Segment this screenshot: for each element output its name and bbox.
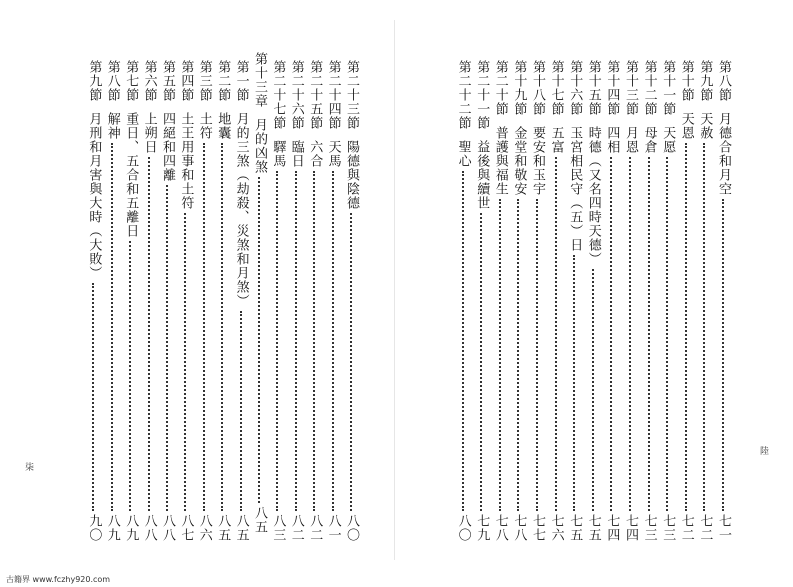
page-number: 八五 [215,514,231,542]
toc-entry [342,60,360,542]
section-number: 第二十六節 [288,60,304,130]
page-number: 八五 [252,506,267,534]
page-number: 七八 [511,514,527,542]
page-number: 八〇 [344,514,359,542]
section-title: 驛馬 [270,140,286,168]
page-number: 八八 [141,514,157,542]
leader-dots [276,171,278,511]
leader-dots [666,157,668,511]
section-title: 六合 [307,140,323,168]
section-number: 第十八節 [530,60,545,116]
section-number: 第二十一節 [474,60,490,130]
section-number: 第十六節 [567,60,583,116]
section-number: 第十一節 [660,60,676,116]
section-number: 第二十二節 [455,60,471,130]
toc-entry [232,60,250,542]
leader-dots [685,143,687,511]
section-title: 月德合和月空 [716,112,731,196]
leader-dots [350,213,352,511]
leader-dots [313,171,315,511]
leader-dots [629,157,631,511]
page-number: 八一 [325,514,341,542]
leader-dots [111,143,113,511]
leader-dots [480,213,482,511]
leader-dots [184,213,186,511]
section-number: 第三節 [196,60,212,102]
section-number: 第八節 [716,60,731,102]
leader-dots [221,143,223,511]
section-title: 土王用事和土符 [178,112,194,210]
toc-entry [140,60,158,542]
page-number: 八九 [123,514,139,542]
leader-dots [592,269,594,511]
page-number: 八六 [196,514,212,542]
toc-entry [528,60,546,542]
chapter-heading [250,52,268,534]
leader-dots [240,311,242,511]
section-title: 天馬 [325,140,341,168]
leader-dots [203,143,205,511]
section-title: 母倉 [641,126,657,154]
leader-dots [148,157,150,511]
section-title: 天愿 [660,126,676,154]
toc-entry [714,60,732,542]
section-title: 聖心 [455,140,471,168]
leader-dots [129,241,131,511]
section-title: 時德（又名四時天德） [585,126,601,266]
section-number: 第二十節 [492,60,508,116]
section-title: 月恩 [623,126,638,154]
section-number: 第二十四節 [325,60,341,130]
page-number: 七四 [623,514,638,542]
page-number: 七四 [604,514,620,542]
section-title: 五富 [548,126,564,154]
toc-entry [324,60,342,542]
section-number: 第十五節 [585,60,601,116]
page-number: 九〇 [86,514,102,542]
toc-entry [621,60,639,542]
right-folio: 陸 [758,446,768,455]
right-page [396,0,793,587]
section-title: 地囊 [215,112,231,140]
section-number: 第七節 [123,60,139,102]
page-number: 八七 [178,514,194,542]
page-number: 八二 [307,514,323,542]
page-number: 八三 [270,514,286,542]
page-number: 七七 [530,514,545,542]
page-number: 八〇 [455,514,471,542]
page-number: 七一 [716,514,731,542]
section-number: 第十七節 [548,60,564,116]
toc-entry [565,60,583,542]
leader-dots [295,171,297,511]
leader-dots [555,157,557,511]
toc-entry [213,60,231,542]
leader-dots [648,157,650,511]
toc-entry [491,60,509,542]
toc-entry [658,60,676,542]
toc-entry [268,60,286,542]
leader-dots [536,199,538,511]
toc-entry [195,60,213,542]
left-page [0,0,396,587]
section-number: 第二十五節 [307,60,323,130]
section-title: 普護與福生 [492,126,508,196]
leader-dots [610,157,612,511]
page-number: 七三 [660,514,676,542]
leader-dots [332,171,334,511]
section-title: 月刑和月害與大時（大敗） [86,112,102,280]
section-title: 玉宮相民守（五）日 [567,126,583,252]
section-title: 上朔日 [141,112,157,154]
section-number: 第十九節 [511,60,527,116]
chapter-number: 第十三章 [252,52,267,108]
leader-dots [258,177,260,503]
leader-dots [462,171,464,511]
left-folio: 柒 [23,462,33,471]
toc-entry [695,60,713,542]
page-number: 七二 [678,514,694,542]
section-number: 第二十七節 [270,60,286,130]
leader-dots [499,199,501,511]
page-number: 七八 [492,514,508,542]
page-number: 八五 [233,514,249,542]
leader-dots [703,143,705,511]
toc-entry [158,60,176,542]
page-number: 七五 [567,514,583,542]
section-number: 第十節 [678,60,694,102]
toc-entry [305,60,323,542]
section-title: 臨日 [288,140,304,168]
leader-dots [92,283,94,511]
section-number: 第八節 [104,60,120,102]
section-number: 第一節 [233,60,249,102]
section-title: 要安和玉宇 [530,126,545,196]
toc-entry [640,60,658,542]
page-number: 八八 [160,514,175,542]
section-title: 月的三煞（劫殺、災煞和月煞） [233,112,249,308]
page-gutter [394,20,395,560]
section-number: 第十三節 [623,60,638,116]
section-number: 第二十三節 [344,60,359,130]
section-title: 解神 [104,112,120,140]
toc-entry [509,60,527,542]
leader-dots [166,185,168,511]
toc-entry [121,60,139,542]
section-number: 第四節 [178,60,194,102]
section-title: 重日、五合和五離日 [123,112,139,238]
watermark: 古籍界 www.fczhy920.com [6,575,111,584]
page-number: 七六 [548,514,564,542]
section-title: 四相 [604,126,620,154]
section-number: 第二節 [215,60,231,102]
toc-entry [84,60,102,542]
page-number: 七三 [641,514,657,542]
section-title: 天赦 [697,112,713,140]
section-title: 益後與續世 [474,140,490,210]
section-number: 第十二節 [641,60,657,116]
leader-dots [722,199,724,511]
toc-entry [547,60,565,542]
toc-entry [602,60,620,542]
section-number: 第五節 [160,60,175,102]
toc-entry [454,60,472,542]
toc-entry [287,60,305,542]
section-title: 天恩 [678,112,694,140]
chapter-title: 月的凶煞 [252,118,267,174]
toc-entry [472,60,490,542]
section-title: 金堂和敬安 [511,126,527,196]
page-number: 八二 [288,514,304,542]
toc-entry [103,60,121,542]
page-number: 七九 [474,514,490,542]
toc-entry [677,60,695,542]
section-title: 陽德與陰德 [344,140,359,210]
page-number: 八九 [104,514,120,542]
toc-entry [584,60,602,542]
section-number: 第九節 [697,60,713,102]
section-number: 第十四節 [604,60,620,116]
section-title: 土符 [196,112,212,140]
leader-dots [517,199,519,511]
page-number: 七五 [585,514,601,542]
section-number: 第六節 [141,60,157,102]
page-number: 七二 [697,514,713,542]
leader-dots [573,255,575,511]
section-title: 四絕和四離 [160,112,175,182]
section-number: 第九節 [86,60,102,102]
toc-entry [176,60,194,542]
